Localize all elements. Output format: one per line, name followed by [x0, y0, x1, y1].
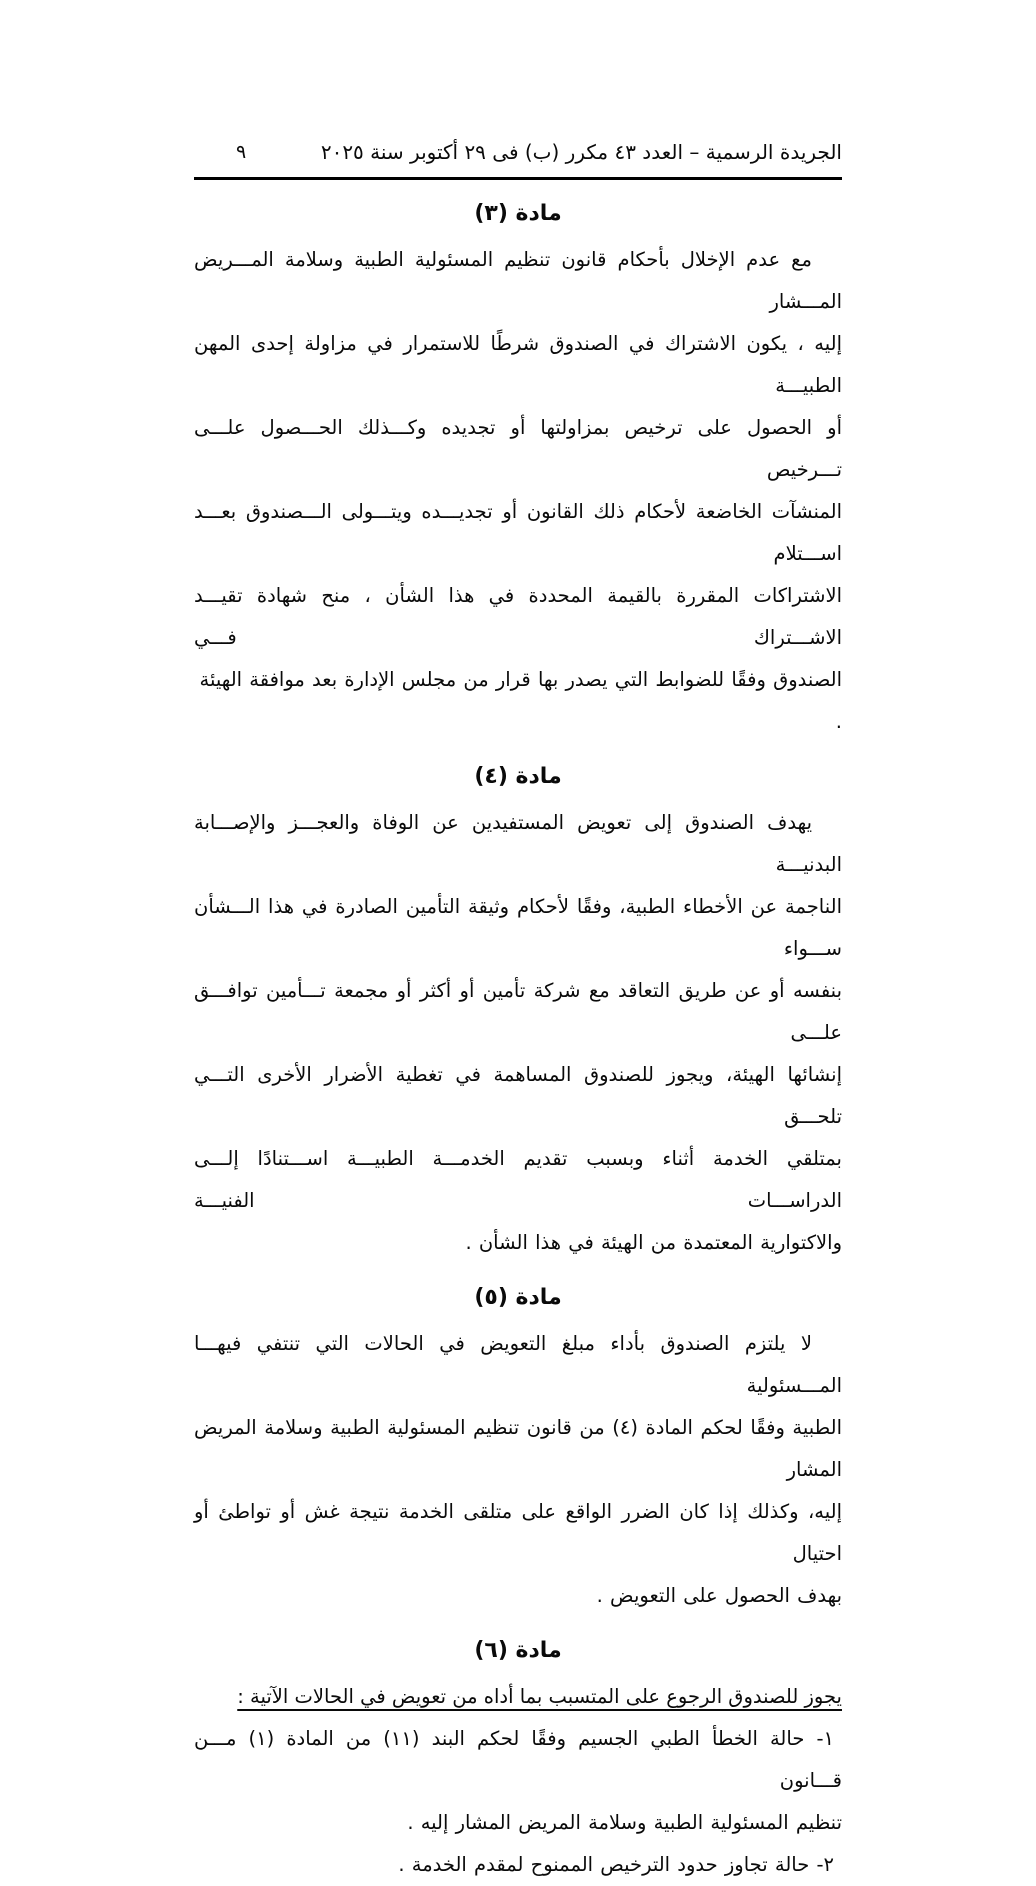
body-line: إليه ، يكون الاشتراك في الصندوق شرطًا للاستمرار في مزاولة إحدى المهن الطبيـــة [194, 332, 842, 397]
body-line: بنفسه أو عن طريق التعاقد مع شركة تأمين أو أكثر أو مجمعة تـــأمين توافـــق علـــى [194, 979, 842, 1044]
article-4 [194, 757, 842, 1264]
body-line: المنشآت الخاضعة لأحكام ذلك القانون أو تجديـــده ويتـــولى الـــصندوق بعـــد اســـتلام [194, 500, 842, 565]
body-line: والاكتوارية المعتمدة من الهيئة في هذا الشأن . [465, 1231, 842, 1254]
article-5-title: مادة (٥) [474, 1285, 562, 1310]
article-3-title: مادة (٣) [474, 201, 562, 226]
list-item-line: تنظيم المسئولية الطبية وسلامة المريض المشار إليه . [407, 1811, 842, 1834]
page-header [194, 138, 842, 166]
article-3-body [194, 239, 842, 743]
body-line: يهدف الصندوق إلى تعويض المستفيدين عن الوفاة والعجـــز والإصـــابة البدنيـــة [194, 811, 842, 876]
article-6-intro [194, 1676, 842, 1718]
article-3 [194, 194, 842, 743]
article-6 [194, 1631, 842, 1886]
body-line: الطبية وفقًا لحكم المادة (٤) من قانون تنظيم المسئولية الطبية وسلامة المريض المشار [194, 1416, 842, 1481]
page-number: ٩ [236, 141, 247, 163]
body-line: بهدف الحصول على التعويض . [596, 1584, 842, 1607]
body-line: إليه، وكذلك إذا كان الضرر الواقع على متلقى الخدمة نتيجة غش أو تواطئ أو احتيال [194, 1500, 842, 1565]
gazette-header-title: الجريدة الرسمية – العدد ٤٣ مكرر (ب) فى ٢٩ أكتوبر سنة ٢٠٢٥ [320, 140, 842, 164]
underlined-text: يجوز للصندوق الرجوع على المتسبب بما أداه من تعويض في الحالات الآتية : [237, 1685, 842, 1708]
intro-line [194, 1676, 842, 1718]
article-5 [194, 1278, 842, 1617]
list-item-line: ١- حالة الخطأ الطبي الجسيم وفقًا لحكم البند (١١) من المادة (١) مـــن قـــانون [194, 1727, 842, 1792]
article-6-item-2 [194, 1844, 842, 1886]
body-line: بمتلقي الخدمة أثناء وبسبب تقديم الخدمـــة الطبيـــة اســـتنادًا إلـــى الدراســـات الفنيـــة [194, 1147, 842, 1212]
body-line: أو الحصول على ترخيص بمزاولتها أو تجديده وكـــذلك الحـــصول علـــى تـــرخيص [194, 416, 842, 481]
body-line: الاشتراكات المقررة بالقيمة المحددة في هذا الشأن ، منح شهادة تقيـــد الاشـــتراك فـــي [194, 584, 842, 649]
article-6-title: مادة (٦) [474, 1638, 562, 1663]
article-5-body [194, 1323, 842, 1617]
list-item-line: ٢- حالة تجاوز حدود الترخيص الممنوح لمقدم الخدمة . [398, 1853, 834, 1876]
article-6-item-1 [194, 1718, 842, 1844]
gazette-page [194, 0, 842, 1886]
body-line: الناجمة عن الأخطاء الطبية، وفقًا لأحكام وثيقة التأمين الصادرة في هذا الـــشأن ســـواء [194, 895, 842, 960]
body-line: إنشائها الهيئة، ويجوز للصندوق المساهمة في تغطية الأضرار الأخرى التـــي تلحـــق [194, 1063, 842, 1128]
body-line: لا يلتزم الصندوق بأداء مبلغ التعويض في الحالات التي تنتفي فيهـــا المـــسئولية [194, 1332, 842, 1397]
article-4-body [194, 802, 842, 1264]
article-4-title: مادة (٤) [474, 764, 562, 789]
body-line: مع عدم الإخلال بأحكام قانون تنظيم المسئولية الطبية وسلامة المـــريض المـــشار [194, 248, 842, 313]
header-rule [194, 177, 842, 180]
body-line: الصندوق وفقًا للضوابط التي يصدر بها قرار من مجلس الإدارة بعد موافقة الهيئة . [199, 668, 842, 733]
